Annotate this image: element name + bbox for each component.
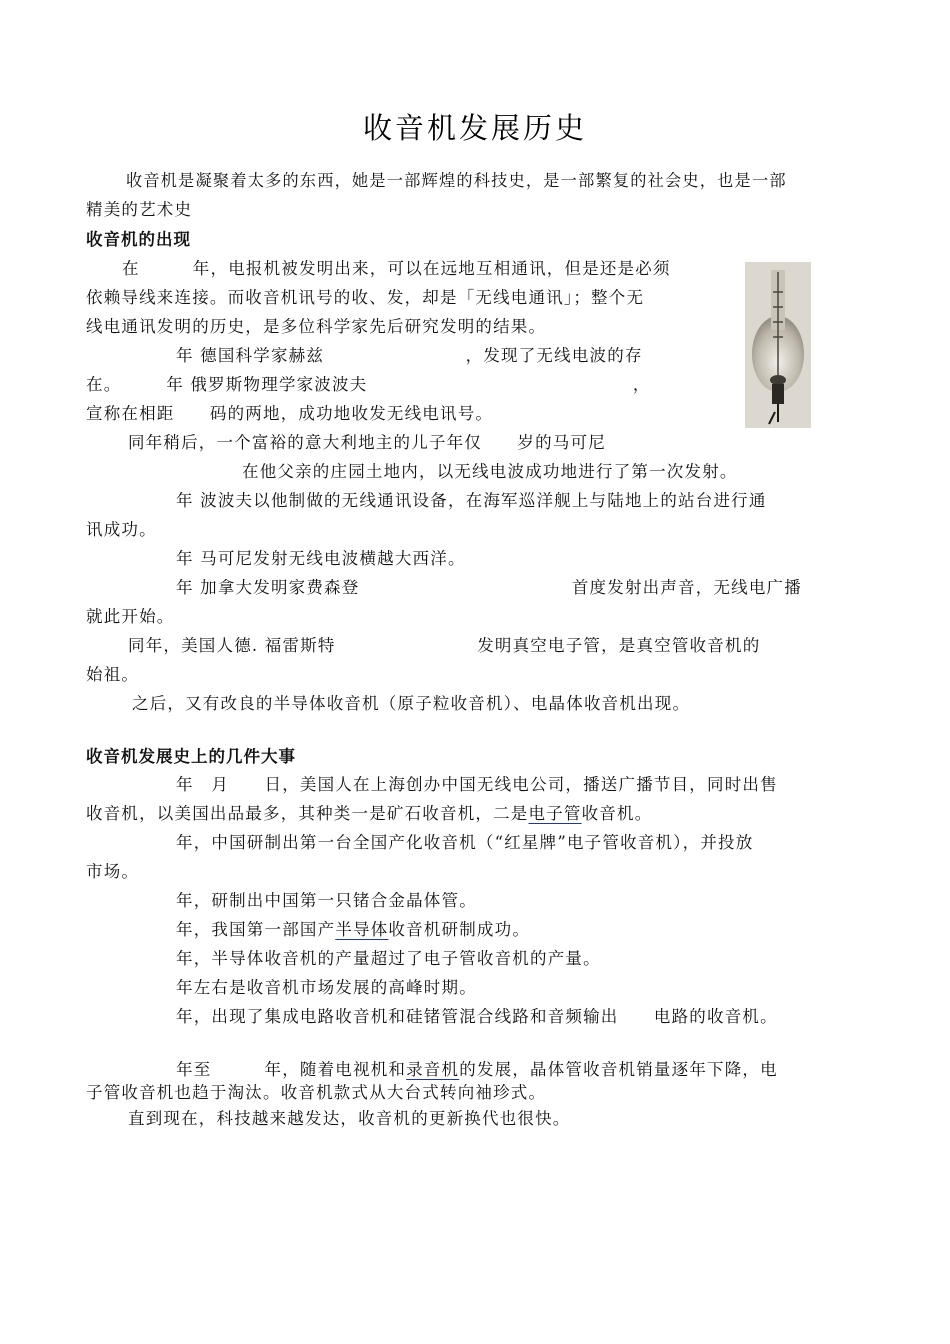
tape-recorder-link[interactable]: 录音机 xyxy=(406,1060,460,1079)
intro-line-1: 收音机是凝聚着太多的东西，她是一部辉煌的科技史，是一部繁复的社会史，也是一部 xyxy=(126,171,787,190)
events-line: 年左右是收音机市场发展的高峰时期。 xyxy=(176,978,477,997)
origin-line: 在。 年 俄罗斯物理学家波波夫 ， xyxy=(86,375,651,394)
events-line: 年，半导体收音机的产量超过了电子管收音机的产量。 xyxy=(176,949,601,968)
origin-line: 年 德国科学家赫兹 ，发现了无线电波的存 xyxy=(176,346,643,365)
events-line: 年，中国研制出第一台全国产化收音机（“红星牌”电子管收音机），并投放 xyxy=(176,833,754,852)
vacuum-tube-photo xyxy=(745,262,811,428)
origin-line: 线电通讯发明的历史，是多位科学家先后研究发明的结果。 xyxy=(86,317,547,336)
origin-line: 年 波波夫以他制做的无线通讯设备，在海军巡洋舰上与陆地上的站台进行通 xyxy=(176,491,767,510)
origin-line: 之后，又有改良的半导体收音机（原子粒收音机）、电晶体收音机出现。 xyxy=(132,694,691,713)
origin-line: 就此开始。 xyxy=(86,607,175,626)
origin-line: 在 年，电报机被发明出来，可以在远地互相通讯，但是还是必须 xyxy=(122,259,671,278)
events-line: 年，出现了集成电路收音机和硅锗管混合线路和音频输出 电路的收音机。 xyxy=(176,1007,778,1026)
origin-line: 年 马可尼发射无线电波横越大西洋。 xyxy=(176,549,466,568)
page-title: 收音机发展历史 xyxy=(362,111,587,145)
origin-line: 宣称在相距 码的两地，成功地收发无线电讯号。 xyxy=(86,404,494,423)
events-line: 市场。 xyxy=(86,862,140,881)
semiconductor-link[interactable]: 半导体 xyxy=(335,920,389,939)
events-line: 年至 年，随着电视机和录音机的发展，晶体管收音机销量逐年下降，电 xyxy=(176,1060,778,1079)
events-line: 收音机，以美国出品最多，其种类一是矿石收音机，二是电子管收音机。 xyxy=(86,804,653,823)
intro-line-2: 精美的艺术史 xyxy=(86,200,193,219)
origin-line: 年 加拿大发明家费森登 首度发射出声音，无线电广播 xyxy=(176,578,802,597)
events-line: 年，我国第一部国产半导体收音机研制成功。 xyxy=(176,920,531,939)
origin-line: 讯成功。 xyxy=(86,520,157,539)
origin-line: 始祖。 xyxy=(86,665,140,684)
electron-tube-link[interactable]: 电子管 xyxy=(528,804,582,823)
section-heading-events: 收音机发展史上的几件大事 xyxy=(86,747,296,766)
origin-line: 同年，美国人德. 福雷斯特 发明真空电子管，是真空管收音机的 xyxy=(128,636,761,655)
events-line: 年 月 日，美国人在上海创办中国无线电公司，播送广播节目，同时出售 xyxy=(176,775,778,794)
events-line: 直到现在，科技越来越发达，收音机的更新换代也很快。 xyxy=(128,1109,571,1128)
events-line: 子管收音机也趋于淘汰。收音机款式从大台式转向袖珍式。 xyxy=(86,1083,547,1102)
origin-line: 依赖导线来连接。而收音机讯号的收、发，却是「无线电通讯」；整个无 xyxy=(86,288,645,307)
origin-line: 在他父亲的庄园土地内，以无线电波成功地进行了第一次发射。 xyxy=(242,462,738,481)
origin-line: 同年稍后，一个富裕的意大利地主的儿子年仅 岁的马可尼 xyxy=(128,433,606,452)
section-heading-origin: 收音机的出现 xyxy=(86,230,191,249)
events-line: 年，研制出中国第一只锗合金晶体管。 xyxy=(176,891,477,910)
